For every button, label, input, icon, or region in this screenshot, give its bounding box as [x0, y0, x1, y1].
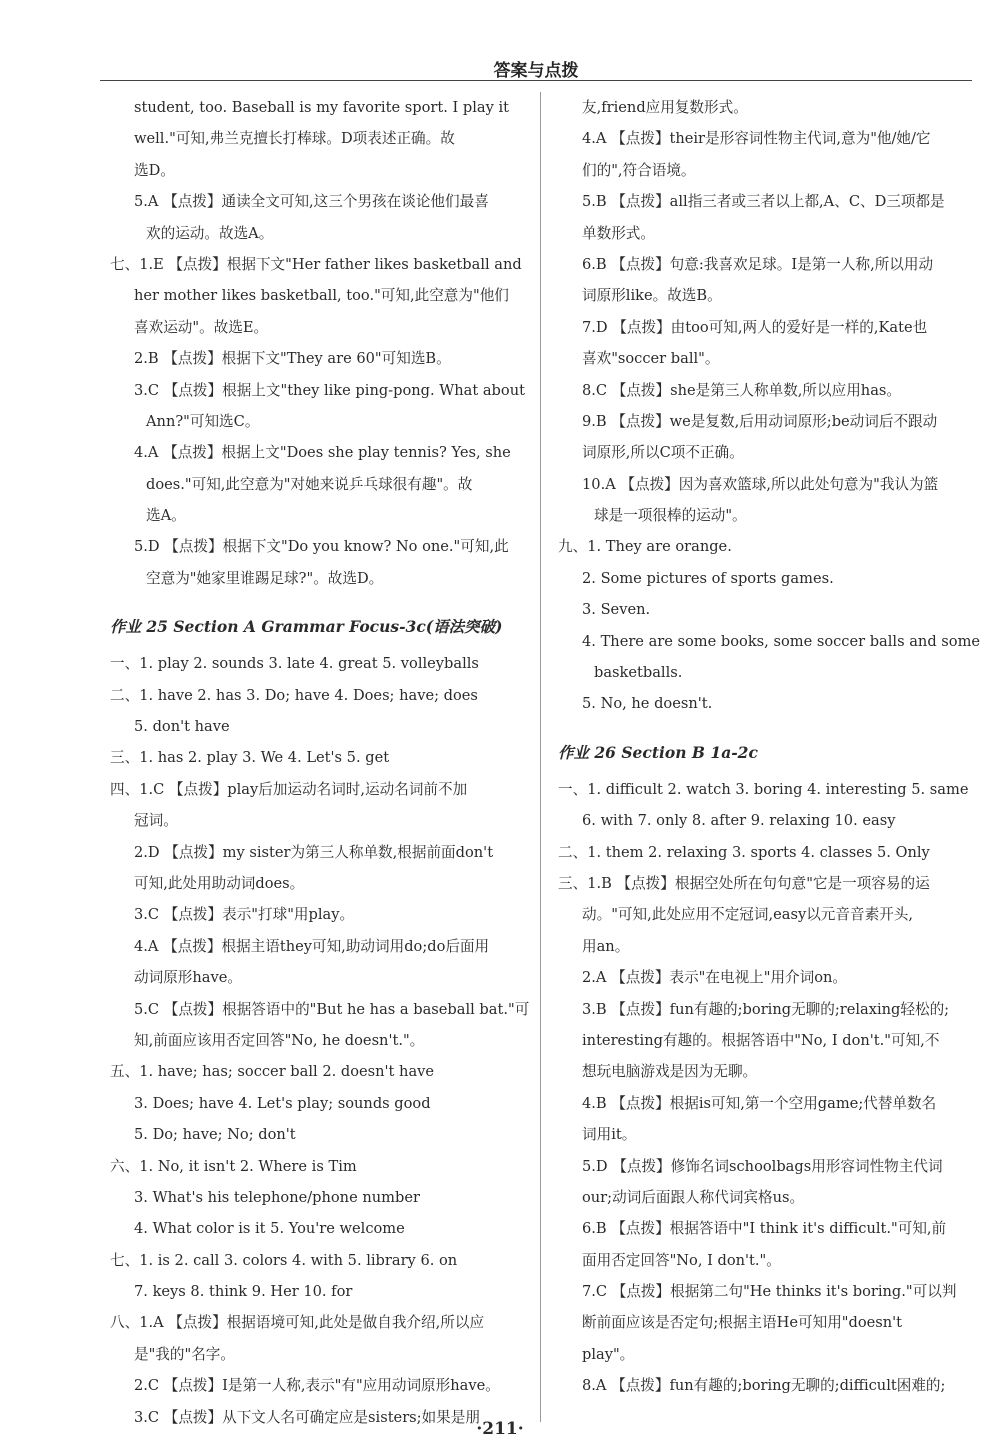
- answer-line: 4.B 【点拨】根据is可知,第一个空用game;代替单数名: [582, 1094, 937, 1112]
- answer-line: 6.B 【点拨】根据答语中"I think it's difficult."可知,前: [582, 1220, 947, 1238]
- answer-line: 4.A 【点拨】根据上文"Does she play tennis? Yes, she: [134, 444, 511, 462]
- answer-line: 2.C 【点拨】I是第一人称,表示"有"应用动词原形have。: [134, 1377, 500, 1395]
- answer-line: 6.B 【点拨】句意:我喜欢足球。I是第一人称,所以用动: [582, 255, 934, 273]
- answer-line: 5. don't have: [134, 718, 230, 736]
- answer-line: 3.C 【点拨】表示"打球"用play。: [134, 906, 355, 924]
- answer-line: 单数形式。: [582, 224, 655, 242]
- answer-line: 三、1.B 【点拨】根据空处所在句句意"它是一项容易的运: [558, 874, 930, 892]
- answer-line: 3.C 【点拨】从下文人名可确定应是sisters;如果是朋: [134, 1408, 480, 1426]
- answer-line: 想玩电脑游戏是因为无聊。: [582, 1063, 758, 1081]
- answer-line: 4.A 【点拨】their是形容词性物主代词,意为"他/她/它: [582, 130, 931, 148]
- answer-line: 知,前面应该用否定回答"No, he doesn't."。: [134, 1031, 425, 1049]
- answer-line: 4.A 【点拨】根据主语they可知,助动词用do;do后面用: [134, 937, 490, 955]
- answer-line: 用an。: [582, 937, 630, 955]
- answer-line: 3. Does; have 4. Let's play; sounds good: [134, 1094, 431, 1112]
- answer-line: 8.A 【点拨】fun有趣的;boring无聊的;difficult困难的;: [582, 1377, 946, 1395]
- header-rule: [100, 80, 972, 81]
- answer-line: 6. with 7. only 8. after 9. relaxing 10. easy: [582, 812, 896, 830]
- answer-line: well."可知,弗兰克擅长打棒球。D项表述正确。故: [134, 130, 455, 148]
- answer-line: 友,friend应用复数形式。: [582, 99, 748, 116]
- answer-line: 冠词。: [134, 812, 178, 830]
- answer-line: 二、1. have 2. has 3. Do; have 4. Does; have; does: [110, 686, 478, 704]
- answer-line: 9.B 【点拨】we是复数,后用动词原形;be动词后不跟动: [582, 412, 938, 430]
- answer-line: 可知,此处用助动词does。: [134, 874, 305, 892]
- answer-line: 是"我的"名字。: [134, 1345, 235, 1363]
- answer-line: 7.D 【点拨】由too可知,两人的爱好是一样的,Kate也: [582, 318, 928, 336]
- page-header: 答案与点拨: [493, 61, 579, 81]
- answer-line: 选D。: [134, 161, 175, 179]
- answer-line: 3. What's his telephone/phone number: [134, 1188, 420, 1206]
- right-column: [558, 92, 981, 1402]
- answer-line: 3.C 【点拨】根据上文"they like ping-pong. What about: [134, 381, 525, 399]
- answer-line: 动。"可知,此处应用不定冠词,easy以元音音素开头,: [582, 906, 913, 924]
- answer-line: 3.B 【点拨】fun有趣的;boring无聊的;relaxing轻松的;: [582, 1000, 950, 1018]
- answer-line: 一、1. play 2. sounds 3. late 4. great 5. volleyballs: [110, 655, 479, 673]
- spacer: [558, 720, 978, 732]
- answer-line: 5.B 【点拨】all指三者或三者以上都,A、C、D三项都是: [582, 193, 945, 211]
- answer-line: does."可知,此空意为"对她来说乒乓球很有趣"。故: [146, 475, 473, 493]
- answer-line: 词原形like。故选B。: [582, 287, 722, 305]
- answer-line: 词原形,所以C项不正确。: [582, 444, 744, 462]
- answer-line: 喜欢运动"。故选E。: [134, 318, 269, 336]
- answer-line: 5. No, he doesn't.: [582, 695, 713, 713]
- column-divider: [540, 92, 541, 1422]
- answer-line: 2.A 【点拨】表示"在电视上"用介词on。: [582, 969, 848, 987]
- answer-line: basketballs.: [594, 664, 683, 682]
- answer-line: 8.C 【点拨】she是第三人称单数,所以应用has。: [582, 381, 901, 399]
- answer-line: 动词原形have。: [134, 969, 242, 987]
- answer-line: 10.A 【点拨】因为喜欢篮球,所以此处句意为"我认为篮: [582, 475, 939, 493]
- answer-line: 空意为"她家里谁踢足球?"。故选D。: [146, 569, 384, 587]
- answer-line: 四、1.C 【点拨】play后加运动名词时,运动名词前不加: [110, 780, 468, 798]
- answer-line: 七、1.E 【点拨】根据下文"Her father likes basketball and: [110, 255, 522, 273]
- left-column: [110, 92, 530, 1433]
- answer-line: 六、1. No, it isn't 2. Where is Tim: [110, 1157, 357, 1175]
- answer-line: 七、1. is 2. call 3. colors 4. with 5. library 6. on: [110, 1251, 458, 1269]
- answer-line: 4. What color is it 5. You're welcome: [134, 1220, 405, 1238]
- answer-line: 五、1. have; has; soccer ball 2. doesn't have: [110, 1063, 435, 1081]
- answer-line: 2.B 【点拨】根据下文"They are 60"可知选B。: [134, 350, 451, 368]
- answer-line: 7. keys 8. think 9. Her 10. for: [134, 1283, 353, 1301]
- answer-line: interesting有趣的。根据答语中"No, I don't."可知,不: [582, 1031, 940, 1049]
- answer-line: 一、1. difficult 2. watch 3. boring 4. interesting 5. same: [558, 780, 969, 798]
- answer-line: 2. Some pictures of sports games.: [582, 569, 834, 587]
- spacer: [110, 594, 530, 606]
- answer-line: 5. Do; have; No; don't: [134, 1126, 296, 1144]
- answer-line: 5.C 【点拨】根据答语中的"But he has a baseball bat."可: [134, 1000, 530, 1018]
- answer-line: 5.D 【点拨】修饰名词schoolbags用形容词性物主代词: [582, 1157, 943, 1175]
- answer-line: 欢的运动。故选A。: [146, 224, 274, 242]
- page-number: ·211·: [476, 1419, 524, 1439]
- answer-line: 九、1. They are orange.: [558, 538, 732, 556]
- answer-line: our;动词后面跟人称代词宾格us。: [582, 1188, 805, 1206]
- answer-line: 5.A 【点拨】通读全文可知,这三个男孩在谈论他们最喜: [134, 193, 489, 211]
- answer-line: 断前面应该是否定句;根据主语He可知用"doesn't: [582, 1314, 903, 1332]
- answer-line: 5.D 【点拨】根据下文"Do you know? No one."可知,此: [134, 538, 509, 556]
- answer-line: Ann?"可知选C。: [146, 412, 260, 430]
- answer-line: 4. There are some books, some soccer balls and some: [582, 632, 981, 650]
- answer-line: 面用否定回答"No, I don't."。: [582, 1251, 781, 1269]
- answer-line: play"。: [582, 1345, 635, 1363]
- answer-line: 三、1. has 2. play 3. We 4. Let's 5. get: [110, 749, 390, 767]
- answer-line: her mother likes basketball, too."可知,此空意为"他们: [134, 287, 509, 305]
- answer-line: 喜欢"soccer ball"。: [582, 350, 720, 368]
- answer-line: 7.C 【点拨】根据第二句"He thinks it's boring."可以判: [582, 1283, 957, 1301]
- answer-line: 选A。: [146, 507, 186, 525]
- answer-line: 球是一项很棒的运动"。: [594, 507, 747, 525]
- answer-line: 2.D 【点拨】my sister为第三人称单数,根据前面don't: [134, 843, 494, 861]
- answer-line: 词用it。: [582, 1126, 637, 1144]
- section-title: 作业 25 Section A Grammar Focus-3c(语法突破): [110, 617, 503, 637]
- answer-line: 二、1. them 2. relaxing 3. sports 4. classes 5. Only: [558, 843, 930, 861]
- section-title: 作业 26 Section B 1a-2c: [558, 742, 758, 762]
- answer-line: student, too. Baseball is my favorite sport. I play it: [134, 99, 509, 116]
- answer-line: 八、1.A 【点拨】根据语境可知,此处是做自我介绍,所以应: [110, 1314, 485, 1332]
- answer-line: 3. Seven.: [582, 601, 651, 619]
- answer-line: 们的",符合语境。: [582, 161, 696, 179]
